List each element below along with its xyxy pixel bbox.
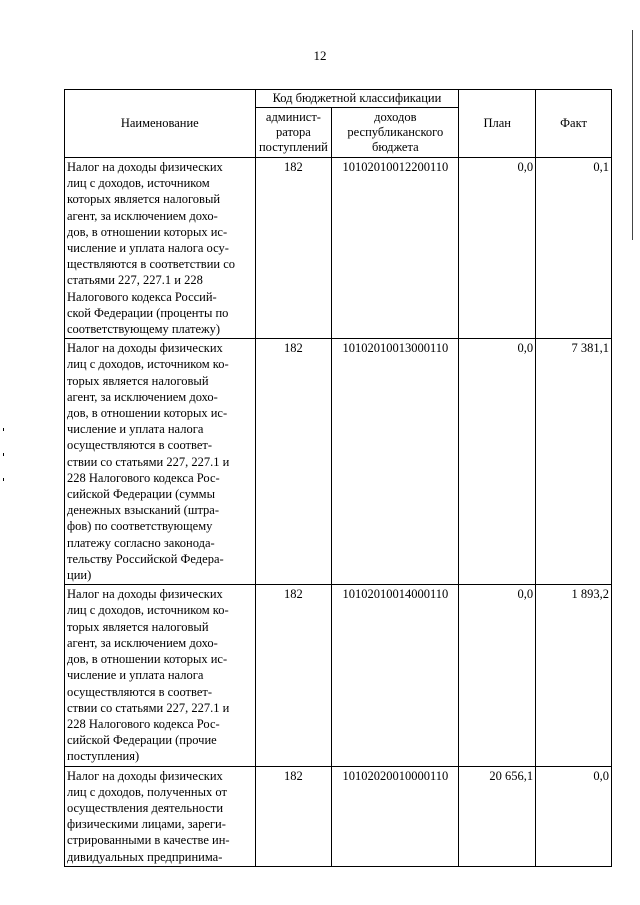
row-name: Налог на доходы физических лиц с доходов, источником ко- торых является налоговый агент, за исключением дохо- дов, в отношении которых ис- числение и уплата налога осуществляются в соответ- ствии со статьями 227, 227.1 и 228 Налогового кодекса Рос- сийской Федерации (прочие поступления) xyxy=(65,585,256,766)
row-plan: 0,0 xyxy=(459,585,536,766)
margin-dot xyxy=(3,453,4,456)
row-income-code: 10102010014000110 xyxy=(332,585,459,766)
header-plan: План xyxy=(459,90,536,158)
table-row xyxy=(65,158,612,339)
row-admin-code: 182 xyxy=(255,766,332,866)
row-income-code: 10102010012200110 xyxy=(332,158,459,339)
row-fact: 1 893,2 xyxy=(536,585,612,766)
table-row xyxy=(65,339,612,585)
row-admin-code: 182 xyxy=(255,339,332,585)
header-income: доходов республиканского бюджета xyxy=(332,108,459,158)
row-admin-code: 182 xyxy=(255,585,332,766)
table-row xyxy=(65,766,612,866)
margin-dot xyxy=(3,478,4,481)
row-income-code: 10102020010000110 xyxy=(332,766,459,866)
row-plan: 20 656,1 xyxy=(459,766,536,866)
row-income-code: 10102010013000110 xyxy=(332,339,459,585)
row-fact: 7 381,1 xyxy=(536,339,612,585)
page-number: 12 xyxy=(313,48,327,63)
budget-table xyxy=(64,89,612,867)
header-fact: Факт xyxy=(536,90,612,158)
row-admin-code: 182 xyxy=(255,158,332,339)
margin-dot xyxy=(3,428,4,431)
row-fact: 0,0 xyxy=(536,766,612,866)
row-plan: 0,0 xyxy=(459,339,536,585)
row-name: Налог на доходы физических лиц с доходов, источником ко- торых является налоговый агент, за исключением дохо- дов, в отношении которых ис- числение и уплата налога осуществляются в соответ- ствии со статьями 227, 227.1 и 228 Налогового кодекса Рос- сийской Федерации (суммы денежных взысканий (штра- фов) по соответствующему платежу согласно законода- тельству Российской Федера- ции) xyxy=(65,339,256,585)
header-name: Наименование xyxy=(65,90,256,158)
header-code-group: Код бюджетной классификации xyxy=(255,90,459,108)
table-row xyxy=(65,585,612,766)
scan-edge-mark xyxy=(632,30,633,240)
row-fact: 0,1 xyxy=(536,158,612,339)
row-name: Налог на доходы физических лиц с доходов, источником которых является налоговый агент, за исключением дохо- дов, в отношении которых ис- числение и уплата налога осу- ществляются в соответствии со статьями 227, 227.1 и 228 Налогового кодекса Россий- ской Федерации (проценты по соответствующему платежу) xyxy=(65,158,256,339)
row-name: Налог на доходы физических лиц с доходов, полученных от осуществления деятельности физическими лицами, зареги- стрированными в качестве ин- дивидуальных предпринима- xyxy=(65,766,256,866)
header-admin: админист- ратора поступлений xyxy=(255,108,332,158)
row-plan: 0,0 xyxy=(459,158,536,339)
